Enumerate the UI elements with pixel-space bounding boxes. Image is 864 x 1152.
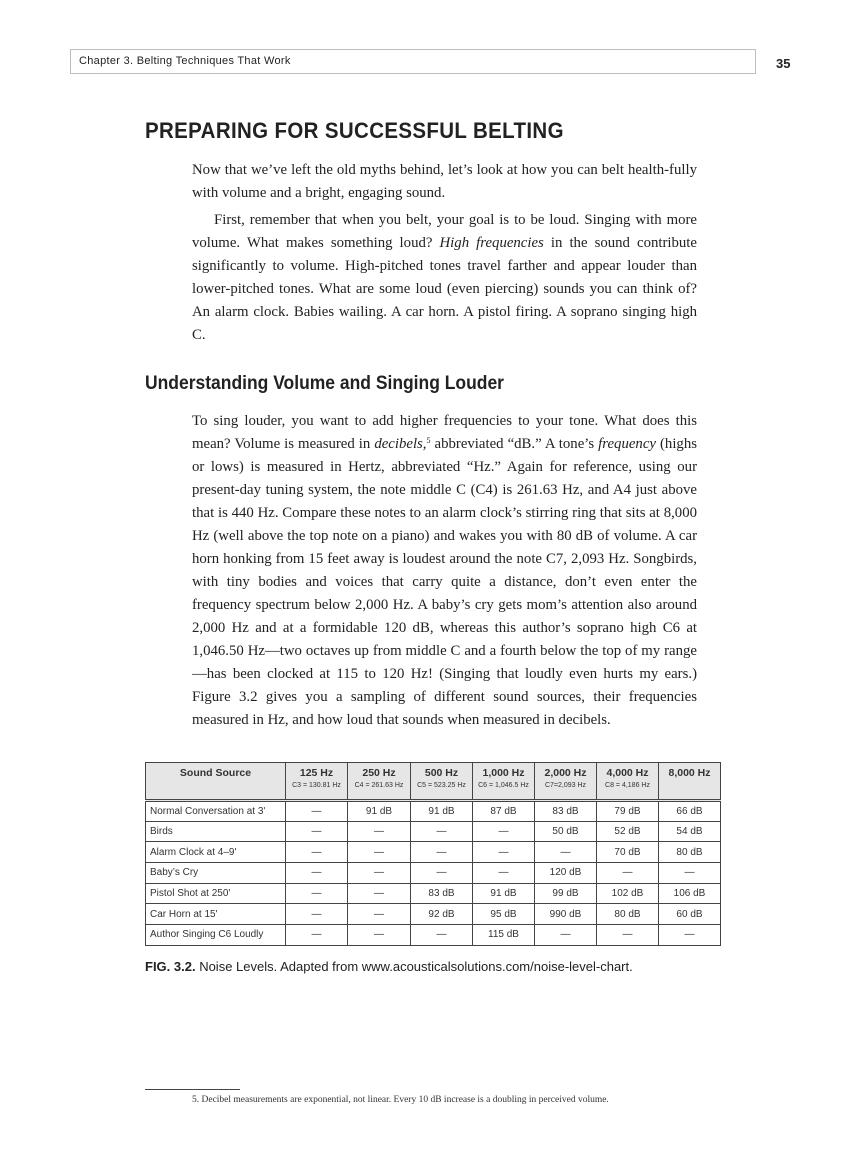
table-cell: — xyxy=(659,863,721,884)
table-cell: — xyxy=(597,863,659,884)
table-cell: — xyxy=(348,821,411,842)
table-cell: 990 dB xyxy=(535,904,597,925)
table-row xyxy=(146,863,721,884)
table-cell: — xyxy=(286,842,348,863)
table-header-row xyxy=(146,763,721,801)
table-cell: 106 dB xyxy=(659,883,721,904)
table-cell: 50 dB xyxy=(535,821,597,842)
subheading: Understanding Volume and Singing Louder xyxy=(145,373,505,394)
header-500hz: 500 Hz C5 = 523.25 Hz xyxy=(411,763,473,801)
cell-source: Alarm Clock at 4–9' xyxy=(146,842,286,863)
table-cell: — xyxy=(411,821,473,842)
header-4000hz: 4,000 Hz C8 = 4,186 Hz xyxy=(597,763,659,801)
table-cell: — xyxy=(473,842,535,863)
table-cell: — xyxy=(286,863,348,884)
table-cell: — xyxy=(535,925,597,946)
table-cell: — xyxy=(348,904,411,925)
table-cell: — xyxy=(535,842,597,863)
table-cell: 66 dB xyxy=(659,801,721,822)
cell-source: Birds xyxy=(146,821,286,842)
figure-caption: FIG. 3.2. Noise Levels. Adapted from www.acousticalsolutions.com/noise-level-chart. xyxy=(145,959,633,974)
cell-source: Author Singing C6 Loudly xyxy=(146,925,286,946)
section-title: PREPARING FOR SUCCESSFUL BELTING xyxy=(145,118,564,143)
table-cell: — xyxy=(411,863,473,884)
table-row xyxy=(146,821,721,842)
cell-source: Pistol Shot at 250' xyxy=(146,883,286,904)
table-cell: 99 dB xyxy=(535,883,597,904)
table-cell: — xyxy=(411,842,473,863)
table-row xyxy=(146,801,721,822)
table-cell: — xyxy=(659,925,721,946)
table-cell: 95 dB xyxy=(473,904,535,925)
header-250hz: 250 Hz C4 = 261.63 Hz xyxy=(348,763,411,801)
noise-levels-table xyxy=(145,762,721,946)
table-cell: 70 dB xyxy=(597,842,659,863)
table-cell: — xyxy=(286,883,348,904)
header-125hz: 125 Hz C3 = 130.81 Hz xyxy=(286,763,348,801)
table-cell: — xyxy=(597,925,659,946)
cell-source: Car Horn at 15' xyxy=(146,904,286,925)
table-cell: — xyxy=(348,925,411,946)
table-cell: 52 dB xyxy=(597,821,659,842)
table-cell: 83 dB xyxy=(411,883,473,904)
table-cell: 91 dB xyxy=(348,801,411,822)
loudness-paragraph: First, remember that when you belt, your goal is to be loud. Singing with more volume. What makes something loud? High frequencies in the sound contribute significantly to volume. High-pitched tones travel farther and appear louder than lower-pitched tones. What are some loud (even piercing) sounds you can think of? An alarm clock. Babies wailing. A car horn. A pistol firing. A soprano singing high C. xyxy=(192,212,697,343)
header-2000hz: 2,000 Hz C7=2,093 Hz xyxy=(535,763,597,801)
cell-source: Normal Conversation at 3' xyxy=(146,801,286,822)
page-number: 35 xyxy=(776,56,791,71)
figure-label: FIG. 3.2. xyxy=(145,959,196,974)
header-sound-source: Sound Source xyxy=(146,763,286,801)
footnote: 5. Decibel measurements are exponential, not linear. Every 10 dB increase is a doubling in perceived volume. xyxy=(192,1095,609,1105)
table-cell: 92 dB xyxy=(411,904,473,925)
table-cell: 83 dB xyxy=(535,801,597,822)
table-cell: 120 dB xyxy=(535,863,597,884)
table-row xyxy=(146,842,721,863)
table-row xyxy=(146,904,721,925)
footnote-ref[interactable]: 5 xyxy=(426,436,431,445)
table-cell: 80 dB xyxy=(659,842,721,863)
table-cell: — xyxy=(348,883,411,904)
table-cell: — xyxy=(286,821,348,842)
table-cell: 54 dB xyxy=(659,821,721,842)
table-cell: 80 dB xyxy=(597,904,659,925)
table-cell: — xyxy=(473,821,535,842)
header-8000hz: 8,000 Hz xyxy=(659,763,721,801)
table-cell: 60 dB xyxy=(659,904,721,925)
chapter-title: Chapter 3. Belting Techniques That Work xyxy=(79,55,291,67)
header-1000hz: 1,000 Hz C6 = 1,046.5 Hz xyxy=(473,763,535,801)
footnote-divider xyxy=(145,1089,240,1090)
table-cell: 115 dB xyxy=(473,925,535,946)
table-cell: — xyxy=(348,863,411,884)
cell-source: Baby’s Cry xyxy=(146,863,286,884)
volume-paragraph: To sing louder, you want to add higher frequencies to your tone. What does this mean? Volume is measured in decibels,$^5$ abbreviated “dB.” A tone’s frequency (highs or lows) is measured in Hertz, abbreviated “Hz.” Again for reference, using our present-day tuning system, the note middle C (C4) is 261.63 Hz, and A4 just above that is 440 Hz. Compare these notes to an alarm clock’s stirring ring that sits at 8,000 Hz (well above the top note on a piano) and wakes you with 80 dB of volume. A car horn honking from 15 feet away is loudest around the note C7, 2,093 Hz. Songbirds, with tiny bodies and voices that carry quite a distance, don’t even enter the frequency spectrum below 2,000 Hz. A baby’s cry gets mom’s attention also around 2,000 Hz and at a formidable 120 dB, whereas this author’s soprano high C6 at 1,046.50 Hz—two octaves up from middle C and a fourth below the top of my range—has been clocked at 115 to 120 Hz! (Singing that loudly even hurts my ears.) Figure 3.2 gives you a sampling of different sound sources, their frequencies measured in Hz, and how loud that sounds when measured in decibels. xyxy=(192,413,697,728)
table-cell: — xyxy=(286,925,348,946)
table-row xyxy=(146,883,721,904)
table-cell: — xyxy=(286,801,348,822)
table-cell: 91 dB xyxy=(411,801,473,822)
running-header xyxy=(70,49,756,74)
table-cell: — xyxy=(411,925,473,946)
table-cell: 91 dB xyxy=(473,883,535,904)
table-cell: — xyxy=(348,842,411,863)
table-cell: 79 dB xyxy=(597,801,659,822)
table-cell: 87 dB xyxy=(473,801,535,822)
intro-paragraph: Now that we’ve left the old myths behind, let’s look at how you can belt health-fully with volume and a bright, engaging sound. xyxy=(192,162,697,201)
table-cell: 102 dB xyxy=(597,883,659,904)
table-row xyxy=(146,925,721,946)
table-cell: — xyxy=(286,904,348,925)
table-cell: — xyxy=(473,863,535,884)
